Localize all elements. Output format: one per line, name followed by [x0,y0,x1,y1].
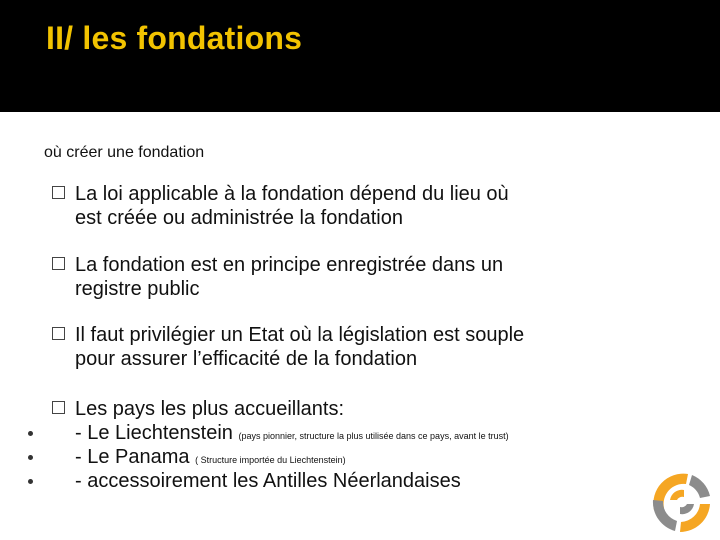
country-note: (pays pionnier, structure la plus utilisée dans ce pays, avant le trust) [238,431,509,441]
section-subtitle: où créer une fondation [44,144,205,161]
dot-bullet-icon [28,431,33,436]
bullet-line: est créée ou administrée la fondation [75,207,403,229]
country-name: - Le Panama [75,446,190,468]
header-bar [0,0,720,112]
country-name: - Le Liechtenstein [75,422,233,444]
swirl-logo-icon [642,462,720,540]
bullet-line: La loi applicable à la fondation dépend du lieu où [75,183,509,205]
checkbox-bullet-icon [52,186,65,199]
dot-bullet-icon [28,479,33,484]
country-name: - accessoirement les Antilles Néerlandaises [75,470,461,492]
dot-bullet-icon [28,455,33,460]
checkbox-bullet-icon [52,401,65,414]
checkbox-bullet-icon [52,257,65,270]
bullet-line: pour assurer l’efficacité de la fondation [75,348,418,370]
bullet-line: Il faut privilégier un Etat où la législation est souple [75,324,525,346]
country-note: ( Structure importée du Liechtenstein) [195,455,346,465]
bullet-line: La fondation est en principe enregistrée dans un [75,254,504,276]
checkbox-bullet-icon [52,327,65,340]
page-title: II/ les fondations [46,20,303,56]
countries-heading-text: Les pays les plus accueillants: [75,398,345,420]
bullet-line: registre public [75,278,200,300]
